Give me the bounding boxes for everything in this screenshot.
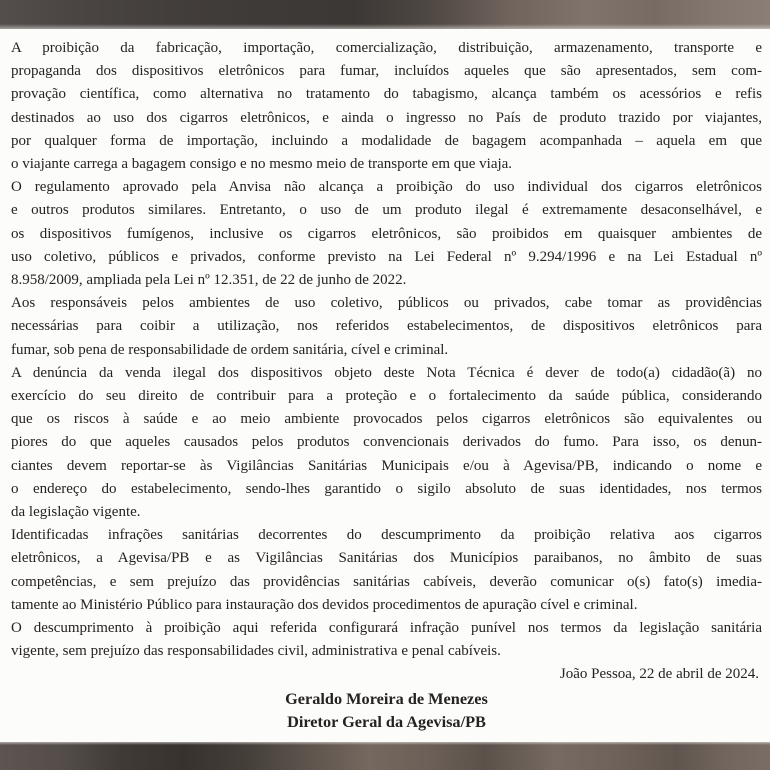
document-body [11,37,762,733]
text-line: o endereço do estabelecimento, sendo-lhes garantido o sigilo absoluto de suas identidades, nos termos [11,480,762,497]
text-line: e outros produtos similares. Entretanto, o uso de um produto ilegal é extremamente desaconselhável, e [11,202,762,219]
text-line: ciantes devem reportar-se às Vigilâncias Sanitárias Municipais e/ou à Agevisa/PB, indicando o nome e [11,457,762,474]
paragraphs [11,37,762,663]
text-line: A proibição da fabricação, importação, comercialização, distribuição, armazenamento, transporte e [11,40,762,56]
text-line: os dispositivos fumígenos, inclusive os cigarros eletrônicos, são proibidos em quaisquer ambientes de [11,225,762,242]
text-line: Aos responsáveis pelos ambientes de uso coletivo, públicos ou privados, cabe tomar as providências [11,295,762,312]
signature-name: Geraldo Moreira de Menezes [285,688,488,708]
signature-title: Diretor Geral da Agevisa/PB [287,711,486,731]
text-line: fumar, sob pena de responsabilidade de ordem sanitária, cível e criminal. [11,341,449,358]
text-line: competências, e sem prejuízo das providências sanitárias cabíveis, deverão comunicar o(s) fato(s) imedia- [11,573,762,590]
text-line: tamente ao Ministério Público para instauração dos devidos procedimentos de apuração cível e criminal. [11,596,638,613]
text-line: vigente, sem prejuízo das responsabilidades civil, administrativa e penal cabíveis. [11,643,501,660]
text-line: propaganda dos dispositivos eletrônicos para fumar, incluídos aqueles que são apresentados, sem com- [11,63,762,80]
text-line: exercício do seu direito de contribuir para a proteção e o fortalecimento da saúde pública, considerando [11,388,762,405]
text-line: da legislação vigente. [11,504,141,521]
text-line: 8.958/2009, ampliada pela Lei nº 12.351, de 22 de junho de 2022. [11,272,407,289]
text-line: uso coletivo, públicos e privados, conforme previsto na Lei Federal nº 9.294/1996 e na Lei Estadual nº [11,248,762,265]
text-line: O regulamento aprovado pela Anvisa não alcança a proibição do uso individual dos cigarros eletrônicos [11,179,762,196]
top-photo-strip [0,0,770,29]
text-line: destinados ao uso dos cigarros eletrônicos, e ainda o ingresso no País de produto trazido por viajantes, [11,109,762,126]
text-line: Identificadas infrações sanitárias decorrentes do descumprimento da proibição relativa aos cigarros [11,527,762,544]
text-line: o viajante carrega a bagagem consigo e no mesmo meio de transporte em que viaja. [11,156,513,173]
text-line: piores do que aqueles causados pelos produtos convencionais derivados do fumo. Para isso, os denun- [11,434,762,451]
text-line: provação científica, como alternativa no tratamento do tabagismo, alcança também os acessórios e refis [11,86,762,103]
text-line: A denúncia da venda ilegal dos dispositivos objeto deste Nota Técnica é dever de todo(a) cidadão(ã) no [11,364,762,381]
bottom-photo-strip [0,742,770,770]
date-line: João Pessoa, 22 de abril de 2024. [559,666,759,683]
text-line: O descumprimento à proibição aqui referida configurará infração punível nos termos da legislação sanitária [11,620,762,637]
text-line: por qualquer forma de importação, incluindo a modalidade de bagagem acompanhada – aquela em que [11,132,762,149]
text-line: necessárias para coibir a utilização, nos referidos estabelecimentos, de dispositivos eletrônicos para [11,318,762,335]
text-line: que os riscos à saúde e ao meio ambiente provocados pelos cigarros eletrônicos são equivalentes ou [11,411,762,428]
text-line: eletrônicos, a Agevisa/PB e as Vigilâncias Sanitárias dos Municípios paraibanos, no âmbito de suas [11,550,762,567]
